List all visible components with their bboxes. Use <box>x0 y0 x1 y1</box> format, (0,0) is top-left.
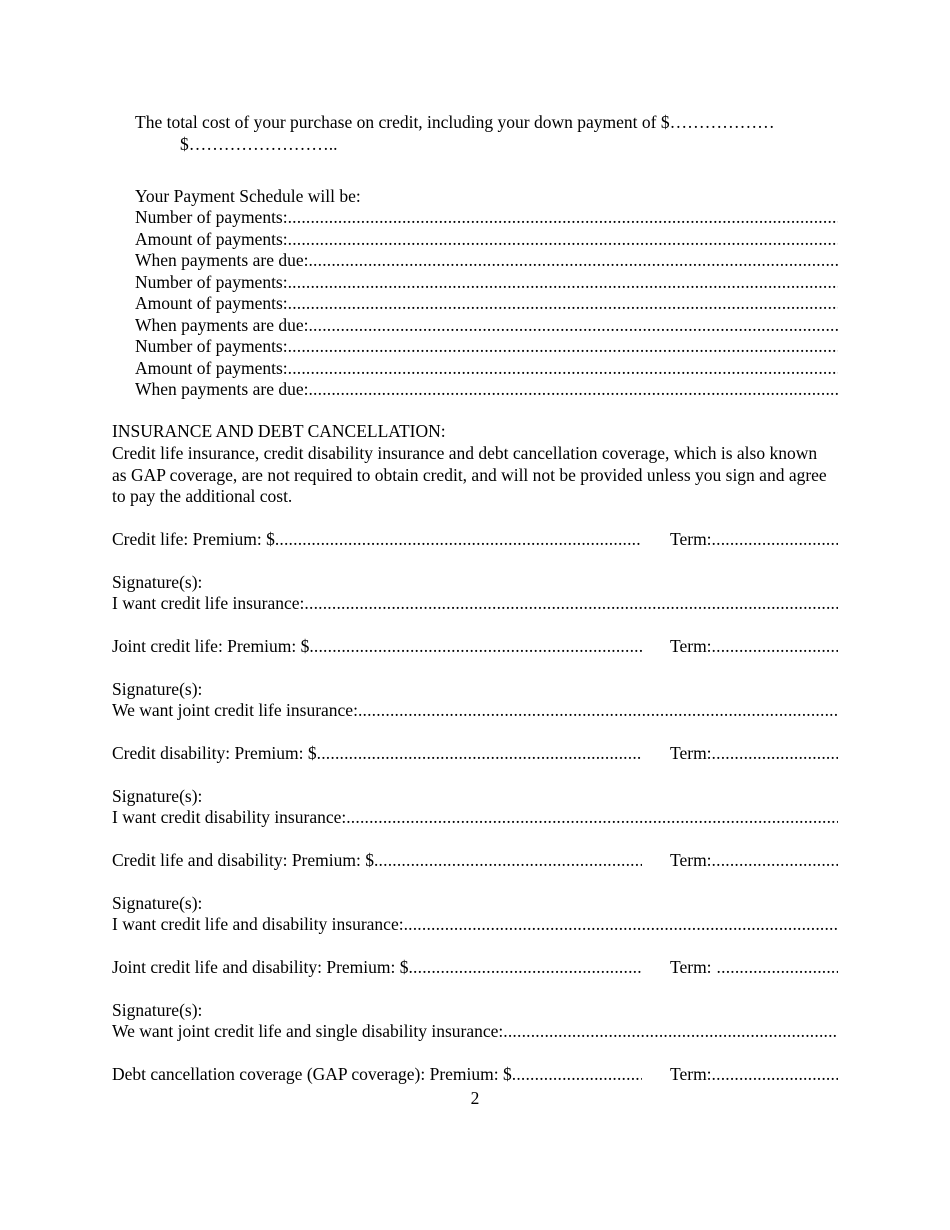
fill-in-line <box>404 914 838 935</box>
fill-in-line <box>374 850 642 871</box>
payment-row-label: When payments are due: <box>135 379 309 399</box>
fill-in-line <box>288 229 838 250</box>
fill-in-line <box>308 250 838 271</box>
term-label: Term: <box>670 636 712 656</box>
payment-row-amount-2 <box>135 293 838 314</box>
gap-coverage-premium <box>112 1064 642 1085</box>
premium-label: Joint credit life and disability: Premium: $ <box>112 957 409 977</box>
payment-row-due-3 <box>135 379 838 400</box>
term-label: Term: <box>670 1064 712 1084</box>
fill-in-line <box>712 1064 838 1085</box>
page-number: 2 <box>470 1088 480 1108</box>
fill-in-line <box>288 207 838 228</box>
credit-life-premium <box>112 529 642 550</box>
fill-in-line <box>288 272 838 293</box>
payment-row-amount-1 <box>135 229 838 250</box>
fill-in-line <box>503 1021 838 1042</box>
payment-row-number-3 <box>135 336 838 357</box>
fill-in-line <box>512 1064 642 1085</box>
credit-disability-term <box>670 743 838 764</box>
term-label: Term: <box>670 743 712 763</box>
joint-credit-life-disability-signature-line <box>112 1021 838 1042</box>
premium-label: Joint credit life: Premium: $ <box>112 636 310 656</box>
term-label: Term: <box>670 957 712 977</box>
fill-in-line <box>712 529 838 550</box>
premium-label: Credit disability: Premium: $ <box>112 743 317 763</box>
payment-row-number-2 <box>135 272 838 293</box>
credit-life-disability-term <box>670 850 838 871</box>
fill-in-line <box>304 593 838 614</box>
credit-disability-signature-line <box>112 807 838 828</box>
credit-life-signature-line <box>112 593 838 614</box>
credit-life-disability-signature-line <box>112 914 838 935</box>
signature-label: Signature(s): <box>112 786 203 806</box>
premium-label: Credit life: Premium: $ <box>112 529 275 549</box>
signature-statement: I want credit disability insurance: <box>112 807 347 827</box>
fill-in-line <box>308 315 838 336</box>
signature-label: Signature(s): <box>112 893 203 913</box>
joint-credit-life-premium <box>112 636 642 657</box>
fill-in-line <box>288 293 838 314</box>
fill-in-line <box>288 336 838 357</box>
fill-in-line <box>346 807 838 828</box>
fill-in-line <box>317 743 642 764</box>
premium-label: Credit life and disability: Premium: $ <box>112 850 374 870</box>
payment-row-label: Amount of payments: <box>135 229 288 249</box>
joint-credit-life-disability-term <box>670 957 838 978</box>
fill-in-line <box>712 636 838 657</box>
payment-row-due-1 <box>135 250 838 271</box>
term-label: Term: <box>670 850 712 870</box>
fill-in-line <box>288 358 838 379</box>
payment-row-label: Amount of payments: <box>135 358 288 378</box>
payment-row-label: Number of payments: <box>135 272 288 292</box>
payment-schedule-heading: Your Payment Schedule will be: <box>135 186 361 206</box>
signature-label: Signature(s): <box>112 572 203 592</box>
payment-row-amount-3 <box>135 358 838 379</box>
payment-row-label: Amount of payments: <box>135 293 288 313</box>
signature-label: Signature(s): <box>112 679 203 699</box>
signature-statement: We want joint credit life insurance: <box>112 700 358 720</box>
credit-disability-premium <box>112 743 642 764</box>
fill-in-line <box>712 850 838 871</box>
signature-statement: I want credit life insurance: <box>112 593 305 613</box>
signature-statement: I want credit life and disability insurance: <box>112 914 404 934</box>
payment-row-due-2 <box>135 315 838 336</box>
joint-credit-life-term <box>670 636 838 657</box>
signature-label: Signature(s): <box>112 1000 203 1020</box>
signature-statement: We want joint credit life and single disability insurance: <box>112 1021 504 1041</box>
fill-in-line <box>717 957 838 978</box>
payment-row-label: Number of payments: <box>135 207 288 227</box>
joint-credit-life-disability-premium <box>112 957 642 978</box>
insurance-heading: INSURANCE AND DEBT CANCELLATION: <box>112 421 446 441</box>
gap-coverage-term <box>670 1064 838 1085</box>
joint-credit-life-signature-line <box>112 700 838 721</box>
fill-in-line <box>712 743 838 764</box>
payment-row-label: When payments are due: <box>135 250 309 270</box>
fill-in-line <box>275 529 642 550</box>
total-cost-text: The total cost of your purchase on credit, including your down payment of $……………… <box>135 112 775 132</box>
payment-row-label: When payments are due: <box>135 315 309 335</box>
credit-life-term <box>670 529 838 550</box>
payment-row-label: Number of payments: <box>135 336 288 356</box>
premium-label: Debt cancellation coverage (GAP coverage): Premium: $ <box>112 1064 512 1084</box>
insurance-description: Credit life insurance, credit disability insurance and debt cancellation coverage, which is also known as GAP coverage, are not required to obtain credit, and will not be provided unless you sign and agree to pay the additional cost. <box>112 443 827 506</box>
total-cost-amount-field: $…………………….. <box>180 134 338 154</box>
credit-life-disability-premium <box>112 850 642 871</box>
term-label: Term: <box>670 529 712 549</box>
payment-row-number-1 <box>135 207 838 228</box>
fill-in-line <box>309 636 642 657</box>
fill-in-line <box>358 700 838 721</box>
fill-in-line <box>408 957 642 978</box>
fill-in-line <box>308 379 838 400</box>
